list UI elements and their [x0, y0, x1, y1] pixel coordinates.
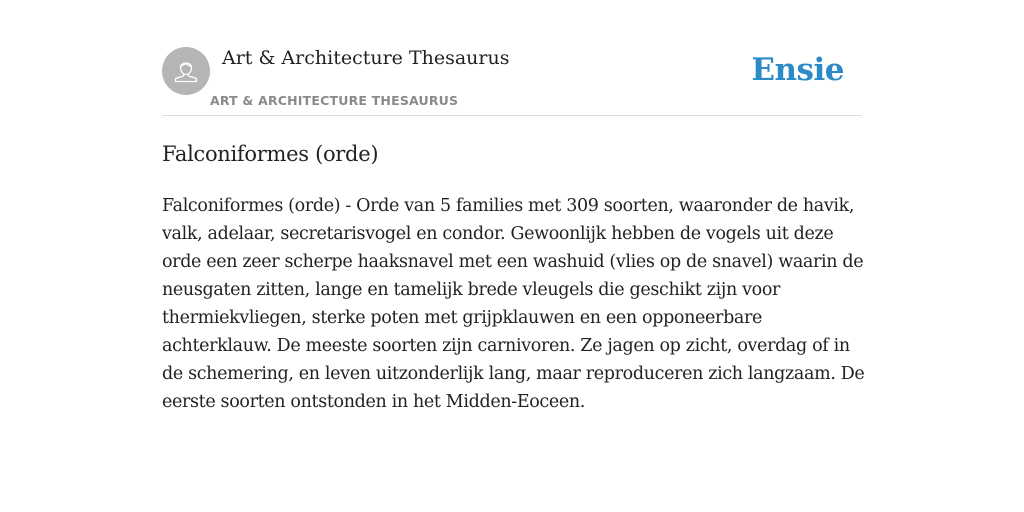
article-container	[162, 0, 865, 412]
page-title: Falconiformes (orde)	[162, 142, 379, 166]
user-icon	[162, 47, 210, 95]
author-name[interactable]: Art & Architecture Thesaurus	[222, 47, 510, 69]
article-header	[162, 0, 862, 116]
article-body: Falconiformes (orde) - Orde van 5 families met 309 soorten, waaronder de havik, valk, adelaar, secretarisvogel en condor. Gewoonlijk hebben de vogels uit deze orde een zeer scherpe haaksnavel met een washuid (vlies op de snavel) waarin de neusgaten zitten, lange en tamelijk brede vleugels die geschikt zijn voor thermiekvliegen, sterke poten met grijpklauwen en een opponeerbare achterklauw. De meeste soorten zijn carnivoren. Ze jagen op zicht, overdag of in de schemering, en leven uitzonderlijk lang, maar reproduceren zich langzaam. De eerste soorten ontstonden in het Midden-Eoceen.	[162, 196, 865, 412]
brand-logo[interactable]: Ensie	[751, 52, 844, 88]
avatar[interactable]	[162, 47, 210, 95]
author-category[interactable]: ART & ARCHITECTURE THESAURUS	[210, 93, 459, 108]
